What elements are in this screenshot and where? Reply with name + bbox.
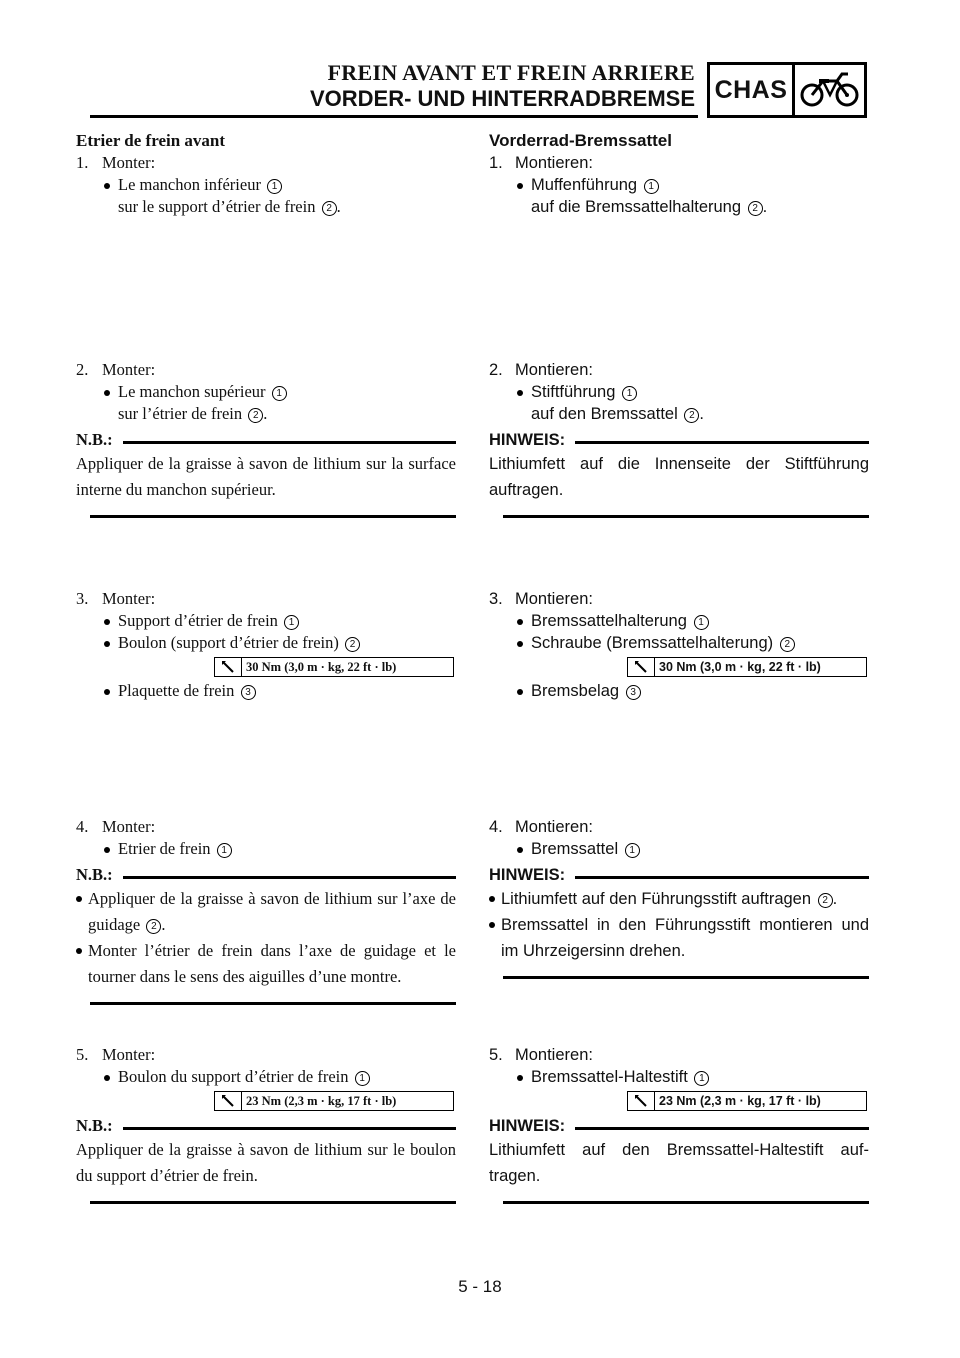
step-5: 5. Monter: <box>76 1045 156 1064</box>
motorcycle-icon <box>795 65 864 115</box>
wrench-icon <box>628 658 655 676</box>
fr-section-1 <box>76 130 456 218</box>
section-title: Vorderrad-Bremssattel <box>489 131 672 150</box>
note-text: Lithiumfett auf die Innenseite der Stiftführung auftragen. <box>489 455 869 499</box>
note-end-rule <box>503 976 869 979</box>
callout-number: 2 <box>818 893 833 908</box>
de-section-3 <box>489 588 869 702</box>
callout-number: 2 <box>684 408 699 423</box>
step-5: 5. Montieren: <box>489 1046 593 1064</box>
de-section-1 <box>489 130 869 218</box>
note-bullet: Monter l’étrier de frein dans l’axe de guidage et le tourner dans le sens des aiguilles d’une montre. <box>76 938 456 990</box>
callout-number: 3 <box>626 685 641 700</box>
bullet-item: Boulon du support d’étrier de frein 1 <box>76 1066 456 1088</box>
bullet-item: Support d’étrier de frein 1 <box>76 610 456 632</box>
note-end-rule <box>90 1201 456 1204</box>
bullet-subtext: sur le support d’étrier de frein 2 . <box>118 197 341 216</box>
callout-number: 1 <box>272 386 287 401</box>
fr-section-2 <box>76 359 456 518</box>
fr-section-3 <box>76 588 456 702</box>
bullet-item: Schraube (Bremssattelhalterung) 2 <box>489 632 869 654</box>
note-text: Lithiumfett auf den Bremssattel-Haltestift auf-tragen. <box>489 1141 869 1185</box>
callout-number: 1 <box>267 179 282 194</box>
torque-spec: 23 Nm (2,3 m · kg, 17 ft · lb) <box>627 1091 867 1111</box>
note-header: N.B.: <box>76 1115 456 1137</box>
wrench-icon <box>215 1092 242 1110</box>
note-bullet: Appliquer de la graisse à savon de lithium sur l’axe de guidage 2 . <box>76 886 456 938</box>
section-badge-label: CHAS <box>714 75 788 104</box>
bullet-item: Bremssattel-Haltestift 1 <box>489 1066 869 1088</box>
callout-number: 2 <box>146 919 161 934</box>
note-text: Appliquer de la graisse à savon de lithium sur la surface interne du manchon supérieur. <box>76 454 456 499</box>
callout-number: 3 <box>241 685 256 700</box>
note-bullet: Lithiumfett auf den Führungsstift auftragen 2 . <box>489 886 869 912</box>
bullet-item: Stiftführung 1 <box>489 381 869 403</box>
bullet-subtext: auf die Bremssattelhalterung 2 . <box>531 198 768 216</box>
de-section-2 <box>489 359 869 518</box>
callout-number: 1 <box>217 843 232 858</box>
callout-number: 1 <box>644 179 659 194</box>
note-header: HINWEIS: <box>489 864 869 886</box>
de-section-5 <box>489 1044 869 1204</box>
step-1: 1. Montieren: <box>489 154 593 172</box>
callout-number: 1 <box>694 1071 709 1086</box>
bullet-item: Muffenführung 1 <box>489 174 869 196</box>
callout-number: 1 <box>284 615 299 630</box>
page-title-fr: FREIN AVANT ET FREIN ARRIERE <box>327 60 695 85</box>
note-header: HINWEIS: <box>489 429 869 451</box>
page-title-de: VORDER- UND HINTERRADBREMSE <box>309 86 695 111</box>
section-title: Etrier de frein avant <box>76 131 226 150</box>
torque-spec: 30 Nm (3,0 m · kg, 22 ft · lb) <box>627 657 867 677</box>
callout-number: 2 <box>780 637 795 652</box>
note-bullet: Bremssattel in den Führungsstift montieren und im Uhrzeigersinn drehen. <box>489 912 869 964</box>
bullet-item: Bremssattel 1 <box>489 838 869 860</box>
step-3: 3. Monter: <box>76 589 156 608</box>
de-section-4 <box>489 816 869 979</box>
bullet-item: Bremssattelhalterung 1 <box>489 610 869 632</box>
section-badge <box>707 62 867 118</box>
step-4: 4. Montieren: <box>489 818 593 836</box>
note-end-rule <box>90 515 456 518</box>
bullet-item: Le manchon inférieur 1 <box>76 174 456 196</box>
torque-spec: 23 Nm (2,3 m · kg, 17 ft · lb) <box>214 1091 454 1111</box>
note-end-rule <box>503 515 869 518</box>
header-rule <box>90 115 698 118</box>
bullet-item: Boulon (support d’étrier de frein) 2 <box>76 632 456 654</box>
wrench-icon <box>215 658 242 676</box>
callout-number: 2 <box>322 201 337 216</box>
bullet-item: Bremsbelag 3 <box>489 680 869 702</box>
step-2: 2. Monter: <box>76 360 156 379</box>
note-end-rule <box>90 1002 456 1005</box>
callout-number: 2 <box>248 408 263 423</box>
step-4: 4. Monter: <box>76 817 156 836</box>
fr-section-4 <box>76 816 456 1005</box>
callout-number: 2 <box>345 637 360 652</box>
bullet-subtext: auf den Bremssattel 2 . <box>531 405 704 423</box>
callout-number: 1 <box>622 386 637 401</box>
step-2: 2. Montieren: <box>489 361 593 379</box>
fr-section-5 <box>76 1044 456 1204</box>
torque-spec: 30 Nm (3,0 m · kg, 22 ft · lb) <box>214 657 454 677</box>
note-header: N.B.: <box>76 429 456 451</box>
callout-number: 1 <box>355 1071 370 1086</box>
bullet-item: Plaquette de frein 3 <box>76 680 456 702</box>
note-text: Appliquer de la graisse à savon de lithium sur le boulon du support d’étrier de frein. <box>76 1140 456 1185</box>
note-header: HINWEIS: <box>489 1115 869 1137</box>
callout-number: 2 <box>748 201 763 216</box>
page-number: 5 - 18 <box>458 1277 502 1296</box>
callout-number: 1 <box>694 615 709 630</box>
note-header: N.B.: <box>76 864 456 886</box>
bullet-item: Etrier de frein 1 <box>76 838 456 860</box>
bullet-item: Le manchon supérieur 1 <box>76 381 456 403</box>
note-end-rule <box>503 1201 869 1204</box>
step-3: 3. Montieren: <box>489 590 593 608</box>
callout-number: 1 <box>625 843 640 858</box>
step-1: 1. Monter: <box>76 153 156 172</box>
bullet-subtext: sur l’étrier de frein 2 . <box>118 404 268 423</box>
wrench-icon <box>628 1092 655 1110</box>
